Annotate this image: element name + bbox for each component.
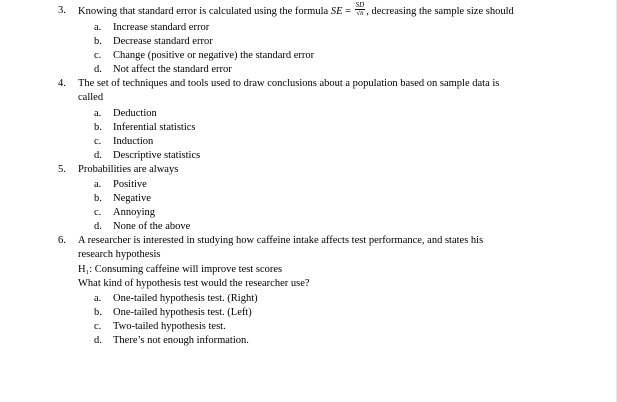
option-text: Increase standard error bbox=[113, 22, 210, 33]
option-letter: c. bbox=[94, 50, 102, 61]
formula-denominator: √n bbox=[356, 9, 364, 17]
option-text: Induction bbox=[113, 136, 154, 147]
option-letter: b. bbox=[94, 36, 102, 47]
formula-fraction bbox=[355, 2, 366, 17]
question-6-line-2 bbox=[78, 248, 161, 262]
option-text: One-tailed hypothesis test. (Right) bbox=[113, 293, 258, 304]
option-letter: b. bbox=[94, 193, 102, 204]
option-letter: d. bbox=[94, 335, 102, 346]
option-text: Negative bbox=[113, 193, 151, 204]
hypothesis-text: H₁: Consuming caffeine will improve test scores bbox=[78, 264, 283, 275]
option-letter: d. bbox=[94, 150, 102, 161]
option-letter: b. bbox=[94, 307, 102, 318]
question-6-prompt bbox=[78, 277, 310, 291]
option-text: Two-tailed hypothesis test. bbox=[113, 321, 226, 332]
option-letter: a. bbox=[94, 293, 102, 304]
option-text: Deduction bbox=[113, 108, 157, 119]
option-text: Not affect the standard error bbox=[113, 64, 232, 75]
option-text: Inferential statistics bbox=[113, 122, 196, 133]
formula-equals: = bbox=[342, 5, 354, 17]
question-number: 3. bbox=[58, 5, 66, 16]
option-text: Annoying bbox=[113, 207, 155, 218]
option-letter: d. bbox=[94, 221, 102, 232]
option-letter: c. bbox=[94, 207, 102, 218]
question-text: Probabilities are always bbox=[78, 164, 179, 175]
question-number: 5. bbox=[58, 164, 66, 175]
option-text: None of the above bbox=[113, 221, 191, 232]
option-letter: c. bbox=[94, 321, 102, 332]
question-number: 6. bbox=[58, 235, 66, 246]
question-text-line-1: A researcher is interested in studying how caffeine intake affects test performance, and states his bbox=[78, 235, 484, 246]
option-text: There’s not enough information. bbox=[113, 335, 249, 346]
question-text-part: , decreasing the sample size should bbox=[366, 5, 514, 17]
question-number: 4. bbox=[58, 78, 66, 89]
option-text: Decrease standard error bbox=[113, 36, 213, 47]
option-text: Descriptive statistics bbox=[113, 150, 201, 161]
question-prompt: What kind of hypothesis test would the researcher use? bbox=[78, 278, 310, 289]
question-text-line-2: research hypothesis bbox=[78, 249, 161, 260]
option-letter: d. bbox=[94, 64, 102, 75]
option-letter: b. bbox=[94, 122, 102, 133]
option-text: One-tailed hypothesis test. (Left) bbox=[113, 307, 252, 318]
question-text-line-2: called bbox=[78, 92, 104, 103]
question-text-line-1: The set of techniques and tools used to draw conclusions about a population based on sample data is bbox=[78, 78, 500, 89]
option-text: Positive bbox=[113, 179, 147, 190]
formula-numerator: SD bbox=[355, 1, 365, 9]
option-text: Change (positive or negative) the standard error bbox=[113, 50, 315, 61]
option-letter: c. bbox=[94, 136, 102, 147]
formula-lhs: SE bbox=[330, 5, 343, 17]
question-text-part: Knowing that standard error is calculated using the formula bbox=[78, 5, 331, 17]
option-letter: a. bbox=[94, 108, 102, 119]
option-letter: a. bbox=[94, 179, 102, 190]
option-letter: a. bbox=[94, 22, 102, 33]
question-4-line-2 bbox=[78, 91, 103, 105]
question-6-hypothesis bbox=[78, 263, 282, 277]
question-text bbox=[78, 1, 514, 19]
